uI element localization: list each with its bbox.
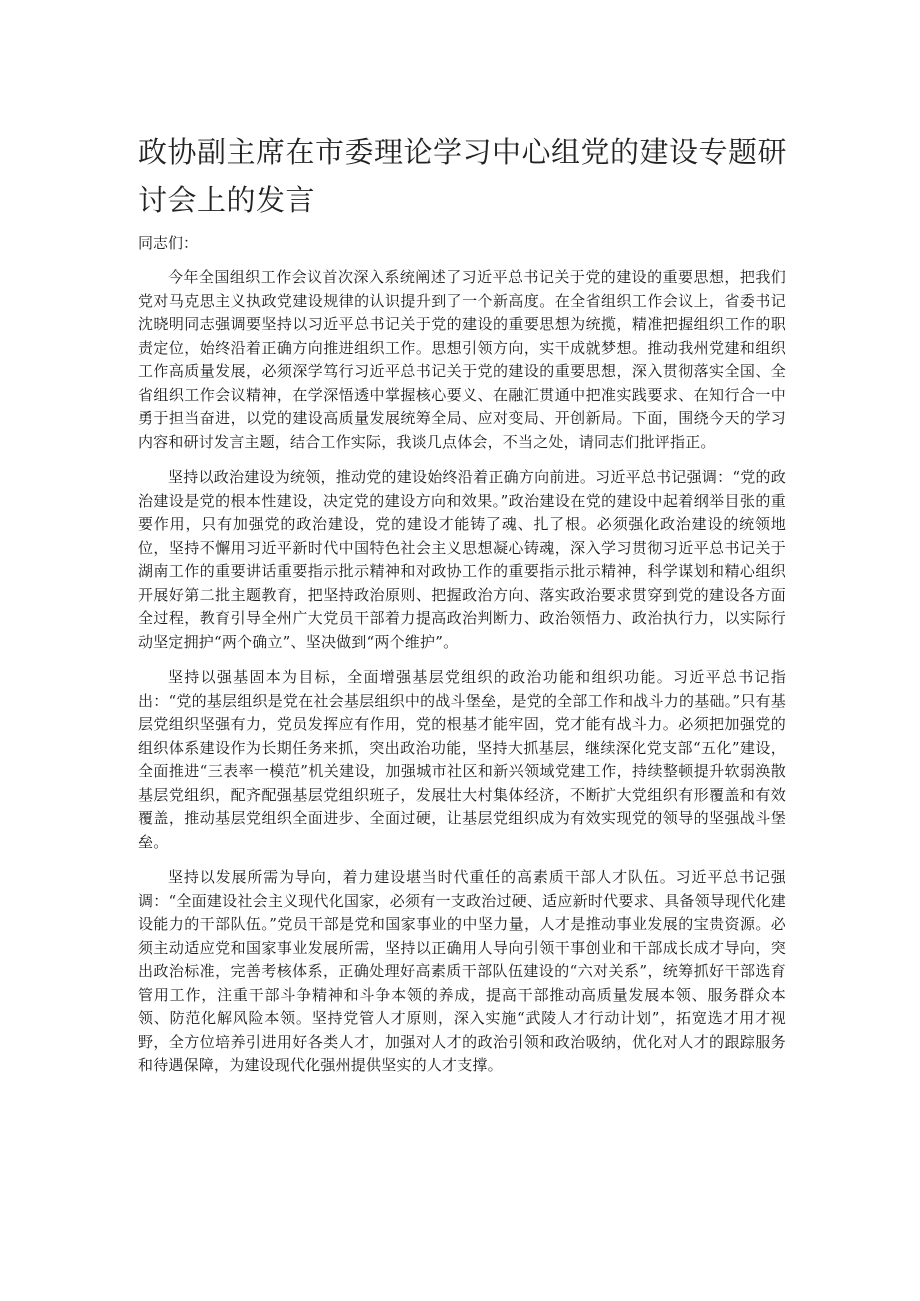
salutation: 同志们： <box>138 234 199 252</box>
paragraph-cadre-talent: 坚持以发展所需为导向，着力建设堪当时代重任的高素质干部人才队伍。习近平总书记强调：“全面建设社会主义现代化国家，必须有一支政治过硬、适应新时代要求、具备领导现代化建设能力的干部队伍。”党员干部是党和国家事业的中坚力量，人才是推动事业发展的宝贵资源。必须主动适应党和国家事业发展所需，坚持以正确用人导向引领干事创业和干部成长成才导向，突出政治标准，完善考核体系，正确处理好高素质干部队伍建设的“六对关系”，统筹抓好干部选育管用工作，注重干部斗争精神和斗争本领的养成，提高干部推动高质量发展本领、服务群众本领、防范化解风险本领。坚持党管人才原则，深入实施“武陵人才行动计划”，拓宽选才用才视野，全方位培养引进用好各类人才，加强对人才的政治引领和政治吸纳，优化对人才的跟踪服务和待遇保障，为建设现代化强州提供坚实的人才支撑。 <box>138 868 786 1074</box>
paragraph-political-building: 坚持以政治建设为统领，推动党的建设始终沿着正确方向前进。习近平总书记强调：“党的政治建设是党的根本性建设，决定党的建设方向和效果。”政治建设在党的建设中起着纲举目张的重要作用，只有加强党的政治建设，党的建设才能铸了魂、扎了根。必须强化政治建设的统领地位，坚持不懈用习近平新时代中国特色社会主义思想凝心铸魂，深入学习贯彻习近平总书记关于湖南工作的重要讲话重要指示批示精神和对政协工作的重要指示批示精神，科学谋划和精心组织开展好第二批主题教育，把坚持政治原则、把握政治方向、落实政治要求贯穿到党的建设各方面全过程，教育引导全州广大党员干部着力提高政治判断力、政治领悟力、政治执行力，以实际行动坚定拥护“两个确立”、坚决做到“两个维护”。 <box>138 468 786 651</box>
paragraph-grassroots-organization: 坚持以强基固本为目标，全面增强基层党组织的政治功能和组织功能。习近平总书记指出：“党的基层组织是党在社会基层组织中的战斗堡垒，是党的全部工作和战斗力的基础。”只有基层党组织坚强有力，党员发挥应有作用，党的根基才能牢固，党才能有战斗力。必须把加强党的组织体系建设作为长期任务来抓，突出政治功能，坚持大抓基层，继续深化党支部“五化”建设，全面推进“三表率一模范”机关建设，加强城市社区和新兴领域党建工作，持续整顿提升软弱涣散基层党组织，配齐配强基层党组织班子，发展壮大村集体经济，不断扩大党组织有形覆盖和有效覆盖，推动基层党组织全面进步、全面过硬，让基层党组织成为有效实现党的领导的坚强战斗堡垒。 <box>138 668 786 851</box>
document-title: 政协副主席在市委理论学习中心组党的建设专题研讨会上的发言 <box>138 135 788 217</box>
document-body <box>138 266 786 1090</box>
paragraph-intro: 今年全国组织工作会议首次深入系统阐述了习近平总书记关于党的建设的重要思想，把我们党对马克思主义执政党建设规律的认识提升到了一个新高度。在全省组织工作会议上，省委书记沈晓明同志强调要坚持以习近平总书记关于党的建设的重要思想为统揽，精准把握组织工作的职责定位，始终沿着正确方向推进组织工作。思想引领方向，实干成就梦想。推动我州党建和组织工作高质量发展，必须深学笃行习近平总书记关于党的建设的重要思想，深入贯彻落实全国、全省组织工作会议精神，在学深悟透中掌握核心要义、在融汇贯通中把准实践要求、在知行合一中勇于担当奋进，以党的建设高质量发展统筹全局、应对变局、开创新局。下面，围绕今天的学习内容和研讨发言主题，结合工作实际，我谈几点体会，不当之处，请同志们批评指正。 <box>138 268 786 451</box>
